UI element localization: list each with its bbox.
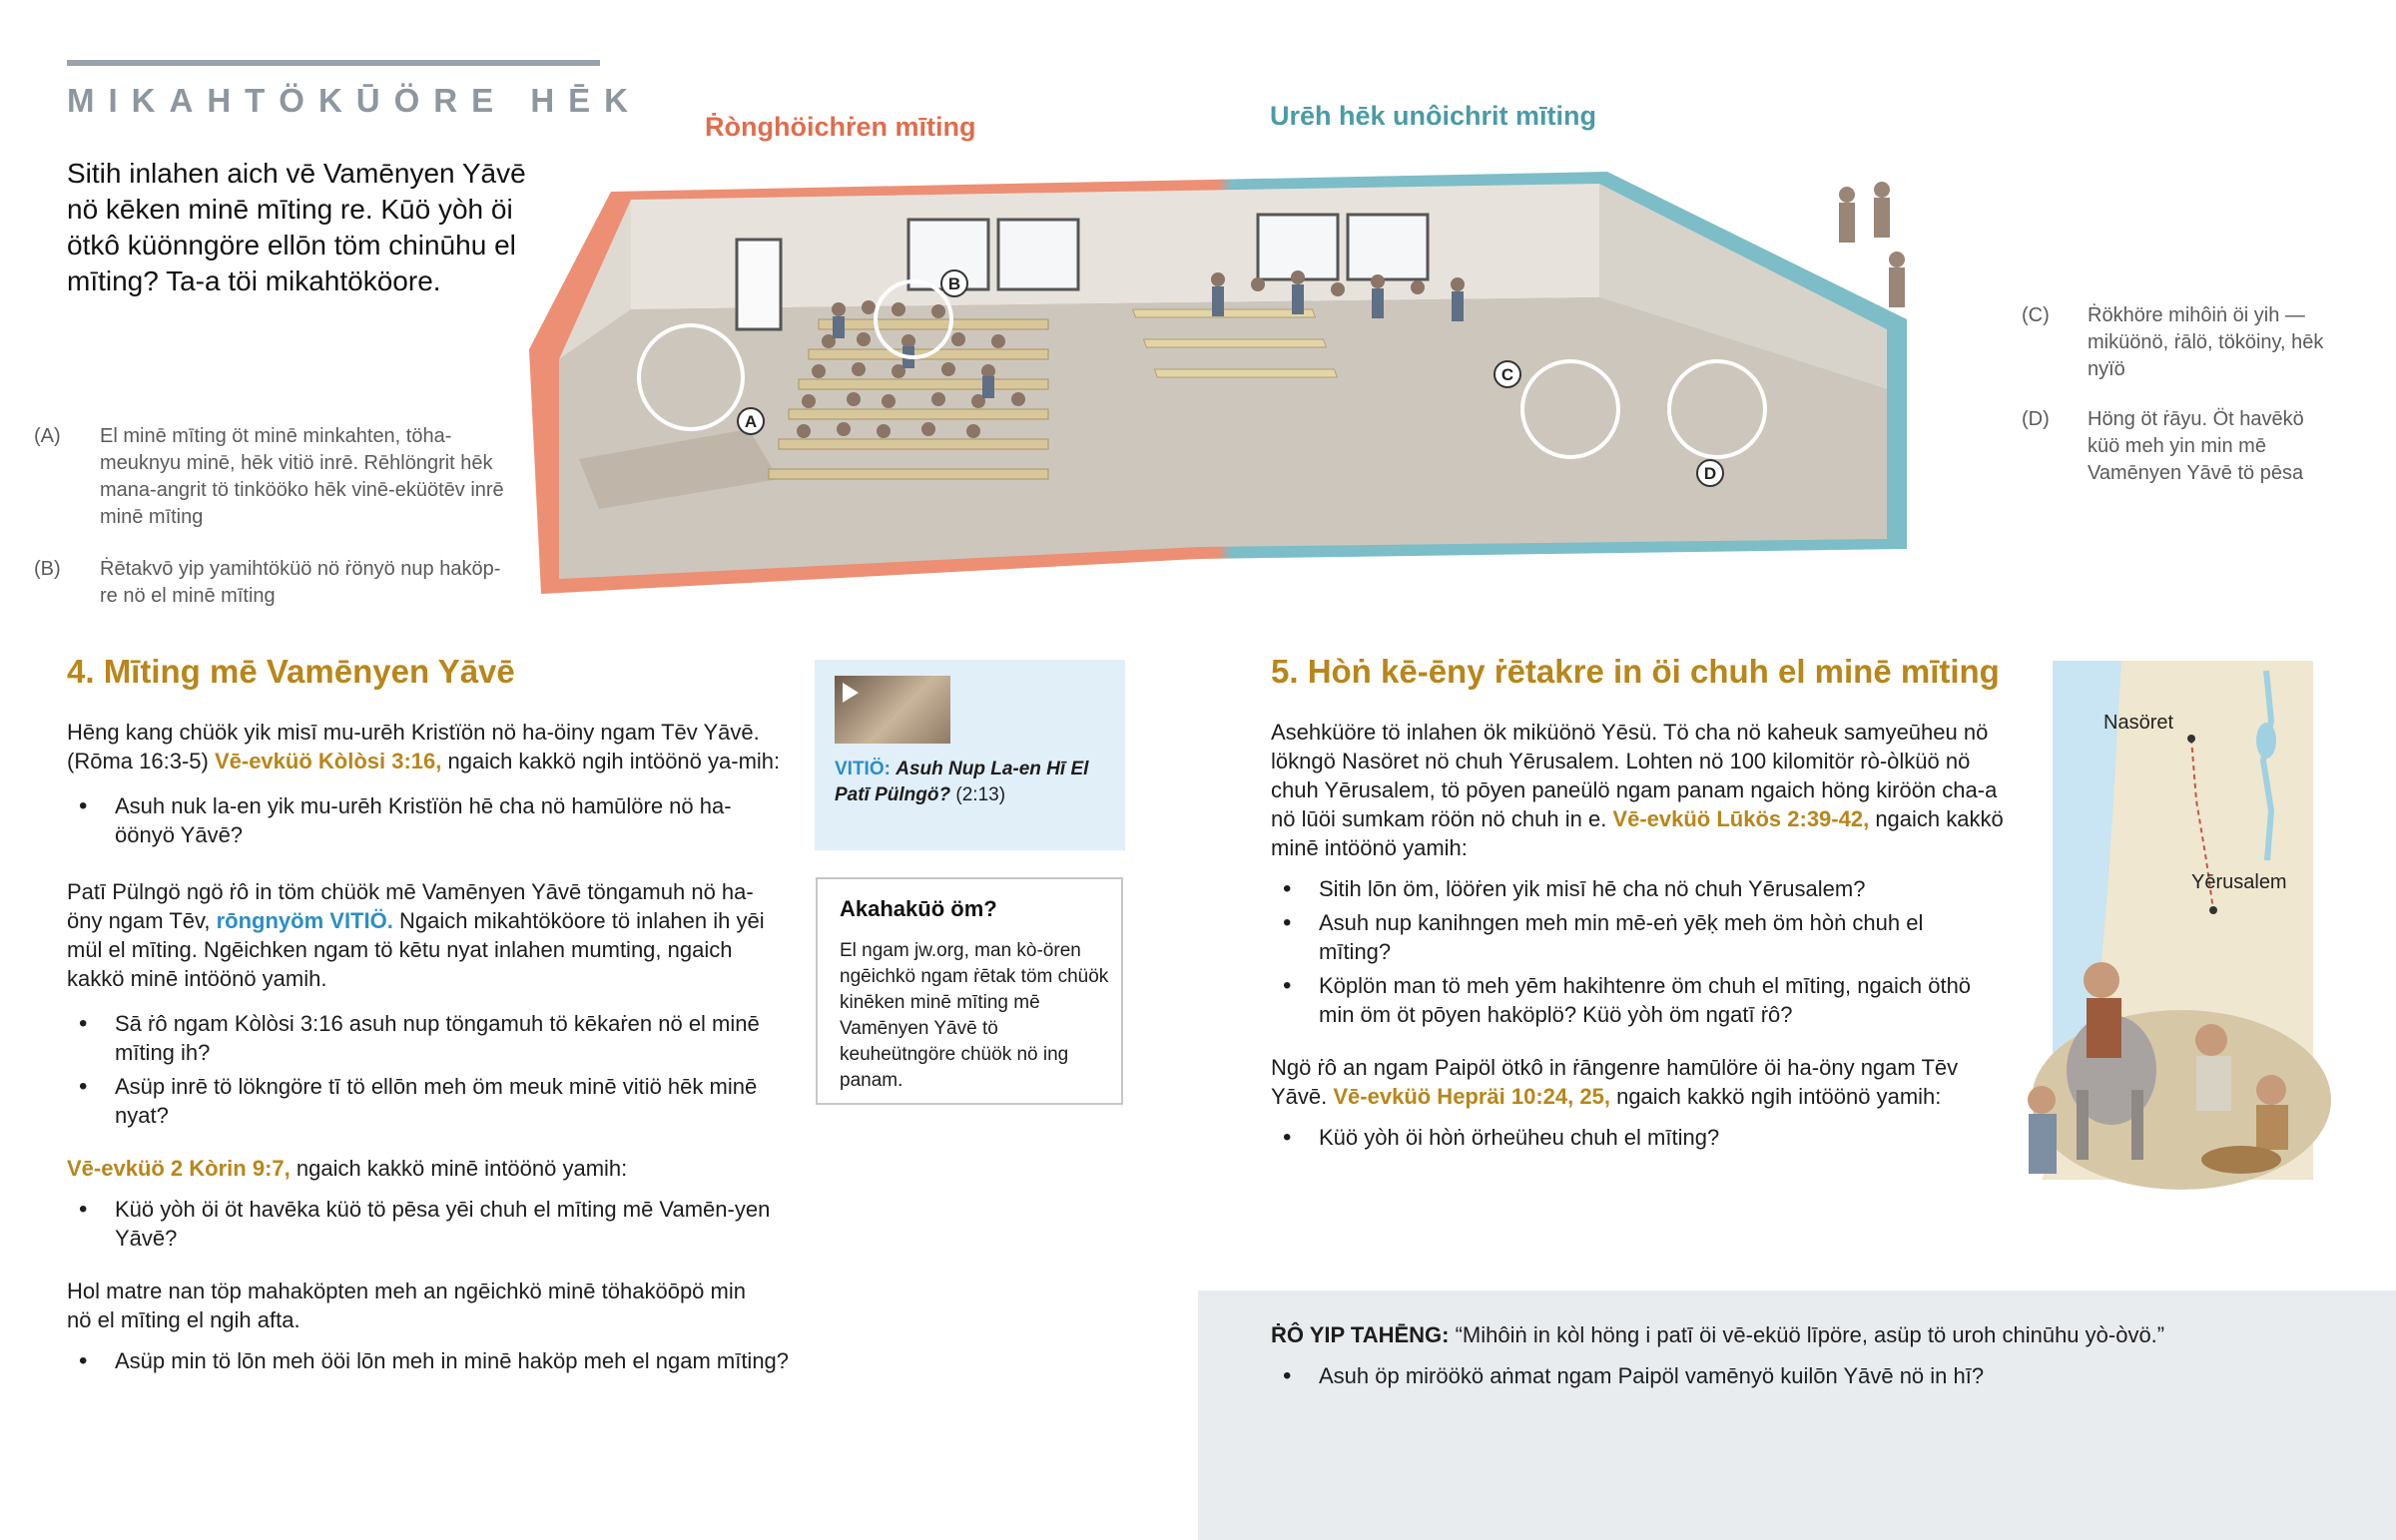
- section-4-paragraph-4: Hol matre nan töp mahaköpten meh an ngēichkö minē töhaköōpö min nö el mīting el ngih afta.: [67, 1279, 746, 1332]
- caption-c-key: (C): [2022, 304, 2050, 326]
- caption-b-key: (B): [34, 558, 61, 580]
- before-meeting-label: Ṙònghöichṙen mīting: [705, 112, 976, 142]
- caption-a-key: (A): [34, 425, 61, 447]
- caption-a-text: El minē mīting öt minē minkahten, töha-meuknyu minē, hēk vitiö inrē. Rēhlöngrit hēk mana-angrit tö tinkööko hēk vinē-eküötēv inrē minē mīting: [100, 425, 504, 528]
- section-5-questions-2: [1271, 1123, 2010, 1152]
- question-item: • Küö yòh öi hòṅ örheüheu chuh el mīting?: [1271, 1123, 2010, 1152]
- section-4-questions-1: [67, 791, 786, 849]
- question-item: • Asuh nuk la-en yik mu-urēh Kristïön hē cha nö hamūlöre nö ha-öönyö Yāvē?: [67, 791, 786, 849]
- caption-a: [34, 423, 516, 531]
- section-5-body: [1271, 718, 2010, 1152]
- intro-paragraph: Sitih inlahen aich vē Vamēnyen Yāvē nö kēken minē mīting re. Kūö yòh öi ötkô küönngöre ellōn töm chinūhu el mīting? Ta-a töi mikahtököore.: [67, 158, 526, 296]
- caption-b: [34, 556, 516, 610]
- section-4-paragraph-3: Vē-evküö 2 Kòrin 9:7, ngaich kakkö minē intöönö yamih:: [67, 1156, 628, 1181]
- after-meeting-label: Urēh hēk unôichrit mīting: [1270, 101, 1597, 131]
- nazareth-dot: [2187, 735, 2195, 743]
- map-label-nazareth: Nasöret: [2103, 712, 2174, 734]
- video-link[interactable]: rōngnyöm VITIÖ.: [216, 908, 393, 933]
- summary-label: ṘÔ YIP TAHĒNG:: [1271, 1322, 1450, 1347]
- caption-d-text: Höng öt ṙāyu. Öt havēkö küö meh yin min mē Vamēnyen Yāvē tö pēsa: [2088, 408, 2304, 484]
- video-caption: [835, 757, 1114, 808]
- caption-c-text: Ṙökhöre mihôiṅ öi yih —miküönö, ṙālö, tököiny, hēk nyïö: [2088, 304, 2324, 380]
- video-label: VITIÖ:: [835, 759, 891, 779]
- caption-c: [2022, 302, 2334, 383]
- scripture-link-corinthians[interactable]: Vē-evküö 2 Kòrin 9:7,: [67, 1156, 291, 1181]
- summary-quote: “Mihôiṅ in kòl höng i patī öi vē-eküö līpöre, asüp tö uroh chinūhu yò-òvö.”: [1449, 1322, 2165, 1347]
- section-4-heading: 4. Mīting mē Vamēnyen Yāvē: [67, 653, 515, 690]
- question-item: • Asuh öp miröökö aṅmat ngam Paipöl vamēnyö kuilōn Yāvē nö in hī?: [1271, 1361, 2369, 1390]
- scripture-link-colossians[interactable]: Vē-evküö Kòlòsi 3:16,: [214, 749, 442, 773]
- question-item: • Asuh nup kanihngen meh min mē-eṅ yēḳ meh öm hòṅ chuh el mīting?: [1271, 908, 1990, 966]
- summary-statement: [1271, 1320, 2369, 1349]
- video-duration: (2:13): [955, 784, 1006, 805]
- kingdom-hall-illustration: [519, 160, 1917, 609]
- marker-c-label: C: [1500, 365, 1514, 384]
- marker-d-label: D: [1703, 464, 1717, 483]
- caption-b-text: Ṙētakvō yip yamihtöküö nö ṙönyö nup haköp-re nö el minē mīting: [100, 558, 501, 607]
- section-5-heading: 5. Hòṅ kē-ēny ṙētakre in öi chuh el minē mīting: [1271, 653, 2000, 690]
- summary-content: [1271, 1320, 2369, 1390]
- caption-d: [2022, 406, 2334, 487]
- scripture-link-hebrews[interactable]: Vē-evküö Hepräi 10:24, 25,: [1333, 1084, 1610, 1109]
- section-4-questions-3: [67, 1195, 786, 1253]
- map-label-jerusalem: Yērusalem: [2191, 871, 2287, 893]
- video-title[interactable]: Asuh Nup La-en Hī El Patī Pülngö?: [835, 759, 1089, 805]
- question-item: • Küö yòh öi öt havēka küö tö pēsa yēi chuh el mīting mē Vamēn-yen Yāvē?: [67, 1195, 786, 1253]
- section-kicker: MIKAHTÖKŪÖRE HĒK: [67, 82, 642, 119]
- section-5-paragraph-2: Ngö ṙô an ngam Paipöl ötkô in ṙāngenre hamūlöre öi ha-öny ngam Tēv Yāvē. Vē-evküö Hepräi 10:24, 25, ngaich kakkö ngih intöönö yamih:: [1271, 1055, 1959, 1109]
- header-rule: [67, 60, 600, 66]
- more-info-body: El ngam jw.org, man kò-ören ngēichkö ngam ṙētak töm chüök kinēken minē mīting mē Vamēnyen Yāvē tö keuheütngöre chüök nö ing panam.: [840, 940, 1109, 1091]
- caption-d-key: (D): [2022, 408, 2050, 430]
- question-item: • Sitih lōn öm, lööṙen yik misī hē cha nö chuh Yērusalem?: [1271, 874, 1990, 903]
- journey-map-illustration: [1982, 661, 2331, 1230]
- marker-a-label: A: [744, 412, 758, 431]
- question-item: • Asüp min tö lōn meh ööi lōn meh in minē haköp meh el ngam mīting?: [67, 1346, 846, 1375]
- scripture-link-luke[interactable]: Vē-evküö Lūkös 2:39-42,: [1612, 806, 1870, 831]
- section-4-paragraph-2: Patī Pülngö ngö ṙô in töm chüök mē Vamēnyen Yāvē töngamuh nö ha-öny ngam Tēv, rōngnyöm VITIÖ. Ngaich mikahtököore tö inlahen ih yēi mül el mīting. Ngēichken ngam tö kētu nyat inlahen mumting, ngaich kakkö minē intöönö yamih.: [67, 879, 765, 991]
- play-icon[interactable]: [843, 683, 859, 703]
- section-4-questions-2: [67, 1009, 786, 1130]
- section-4-paragraph-1: Hēng kang chüök yik misī mu-urēh Kristïön nö ha-öiny ngam Tēv Yāvē. (Rōma 16:3-5) Vē-evküö Kòlòsi 3:16, ngaich kakkö ngih intöönö ya-mih:: [67, 720, 781, 773]
- section-5-paragraph-1: Asehküöre tö inlahen ök miküönö Yēsü. Tö cha nö kaheuk samyeūheu nö lökngö Nasöret nö chuh Yērusalem. Lohten nö 100 kilomitör rò-òlküö nö chuh Yērusalem, tö pōyen paneülö ngam panam ngaich höng kiröön cha-a nö lūöi sumkam röön nö chuh in e. Vē-evküö Lūkös 2:39-42, ngaich kakkö minē intöönö yamih:: [1271, 720, 2004, 860]
- question-item: • Sā ṙô ngam Kòlòsi 3:16 asuh nup töngamuh tö kēkaṙen nö el minē mīting ih?: [67, 1009, 786, 1067]
- section-4-questions-4: [67, 1346, 846, 1375]
- question-item: • Köplön man tö meh yēm hakihtenre öm chuh el mīting, ngaich öthö min öm öt pōyen haköplö? Küö yòh öm ngatī ṙô?: [1271, 971, 1990, 1029]
- section-5-questions-1: [1271, 874, 1990, 1029]
- marker-b-label: B: [947, 274, 961, 293]
- section-4-body: [67, 718, 790, 1375]
- summary-questions: [1271, 1361, 2369, 1390]
- more-info-title: Akahakūö öm?: [840, 896, 997, 921]
- jerusalem-dot: [2209, 906, 2217, 914]
- question-item: • Asüp inrē tö lökngöre tī tö ellōn meh öm meuk minē vitiö hēk minē nyat?: [67, 1072, 786, 1130]
